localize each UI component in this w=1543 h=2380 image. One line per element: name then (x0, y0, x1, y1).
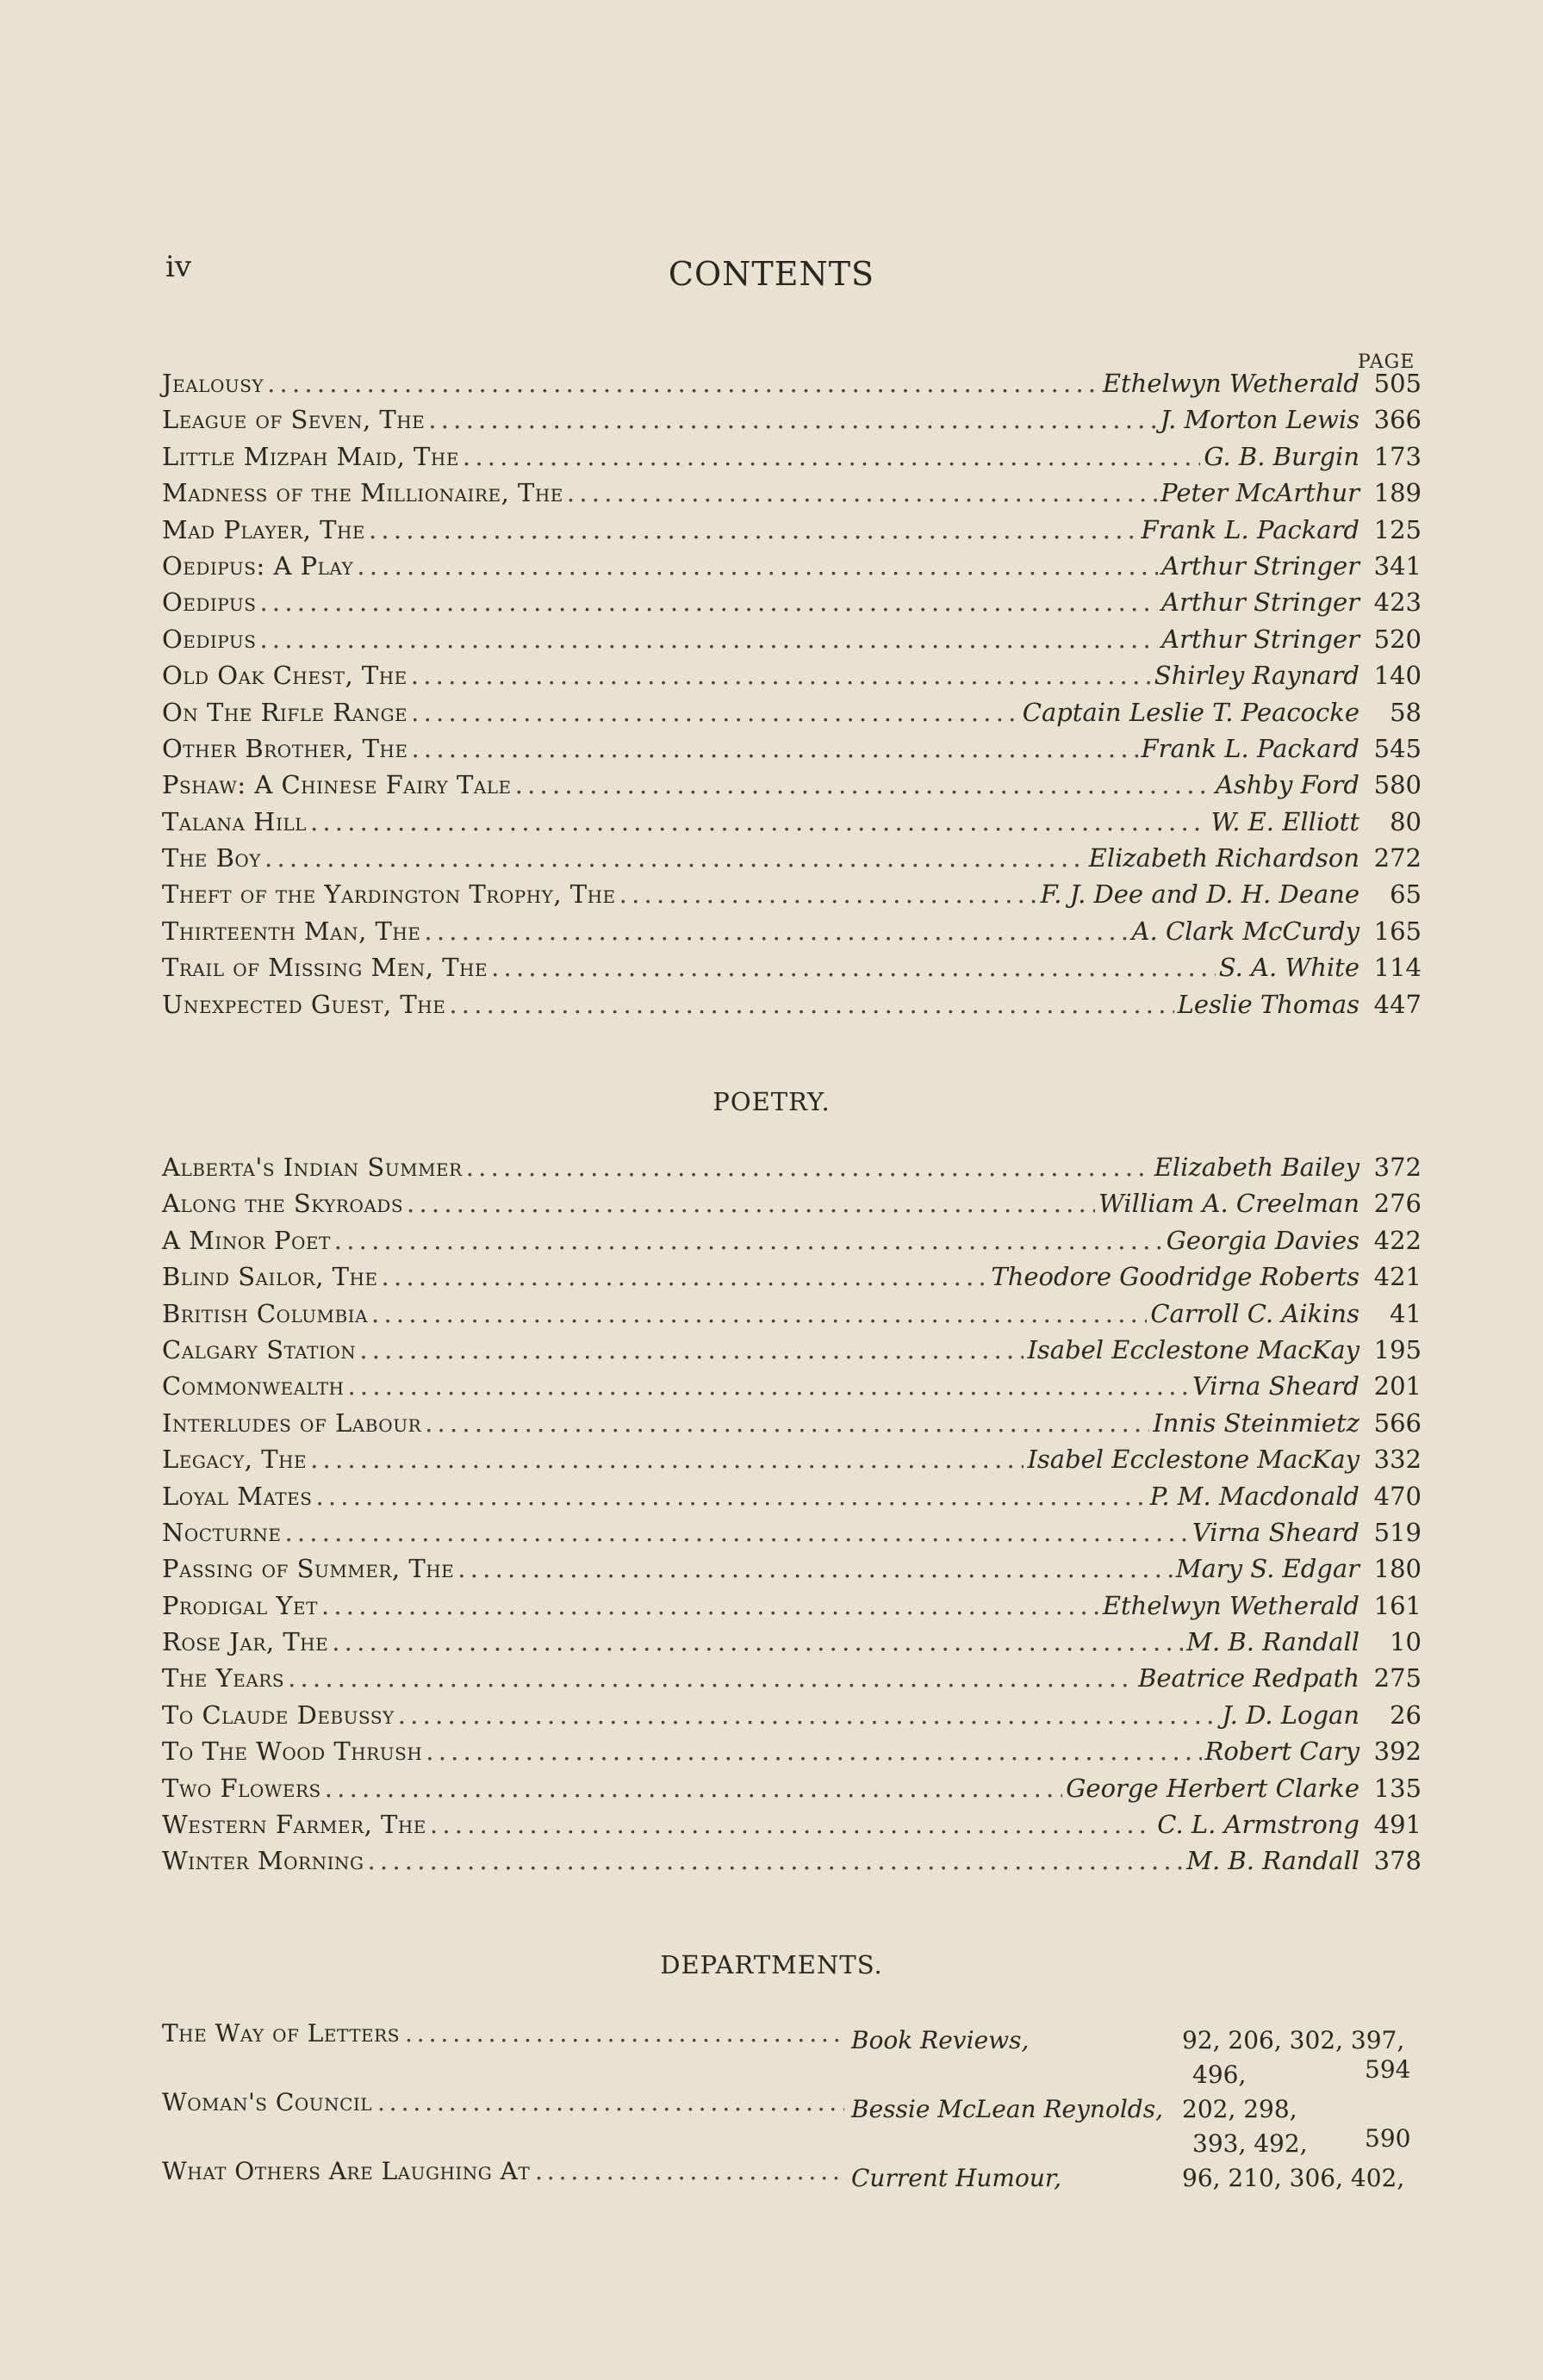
toc-entry (162, 365, 1422, 401)
entry-page: 378 (1373, 1846, 1422, 1876)
entry-title: Theft of the Yardington Trophy, The (162, 879, 616, 910)
entry-page: 173 (1373, 441, 1422, 471)
dot-leader (325, 1770, 1063, 1806)
entry-title: Little Mizpah Maid, The (162, 441, 459, 471)
entry-author: Ethelwyn Wetherald (1102, 1590, 1359, 1620)
poetry-heading: POETRY. (712, 1087, 831, 1116)
entry-title: Two Flowers (162, 1773, 321, 1803)
toc-entry (162, 475, 1422, 511)
dot-leader (491, 949, 1216, 985)
dot-leader (371, 1296, 1147, 1332)
dot-leader (449, 986, 1173, 1022)
department-section: Book Reviews, (851, 2026, 1030, 2054)
dot-leader (411, 694, 1019, 730)
entry-author: Ethelwyn Wetherald (1102, 369, 1359, 398)
entry-title: Western Farmer, The (162, 1810, 426, 1840)
toc-entry (162, 949, 1422, 985)
toc-entry (162, 1368, 1422, 1404)
dot-leader (310, 1441, 1023, 1477)
entry-page: 80 (1390, 806, 1422, 836)
toc-entry (162, 1770, 1422, 1806)
entry-author: A. Clark McCurdy (1131, 916, 1359, 946)
entry-author: Elizabeth Bailey (1154, 1153, 1359, 1182)
entry-page: 161 (1373, 1590, 1422, 1620)
department-title: What Others Are Laughing At (162, 2157, 531, 2185)
toc-entry (162, 548, 1422, 584)
page-title: CONTENTS (668, 255, 875, 293)
entry-page: 26 (1390, 1700, 1422, 1730)
entry-title: British Columbia (162, 1298, 369, 1328)
entry-author: S. A. White (1218, 953, 1359, 983)
entry-page: 114 (1373, 953, 1422, 983)
toc-entry (162, 913, 1422, 949)
entry-page: 332 (1373, 1445, 1422, 1475)
entry-page: 65 (1390, 879, 1422, 910)
entry-page: 392 (1373, 1737, 1422, 1767)
toc-entry (162, 1806, 1422, 1842)
entry-page: 519 (1373, 1517, 1422, 1547)
entry-page: 272 (1373, 843, 1422, 873)
entry-page: 275 (1373, 1663, 1422, 1693)
entry-author: Innis Steinmietz (1153, 1407, 1359, 1438)
entry-author: William A. Creelman (1098, 1189, 1359, 1219)
dot-leader (405, 2019, 844, 2048)
entry-page: 372 (1373, 1153, 1422, 1182)
entry-title: Trail of Missing Men, The (162, 953, 488, 983)
toc-entry (162, 1842, 1422, 1879)
entry-page: 58 (1390, 697, 1422, 727)
entry-author: P. M. Macdonald (1149, 1481, 1359, 1511)
dot-leader (411, 657, 1151, 693)
entry-page: 341 (1373, 550, 1422, 581)
entry-title: Commonwealth (162, 1371, 345, 1401)
toc-entry (162, 876, 1422, 912)
dot-leader (463, 438, 1200, 475)
entry-title: Talana Hill (162, 806, 307, 836)
toc-entry (162, 804, 1422, 840)
entry-title: On The Rifle Range (162, 697, 408, 727)
dot-leader (428, 401, 1156, 438)
toc-entry (162, 1185, 1422, 1221)
toc-entry (162, 767, 1422, 803)
entry-author: Frank L. Packard (1141, 733, 1359, 763)
department-title: The Way of Letters (162, 2019, 400, 2048)
toc-entry (162, 438, 1422, 475)
entry-page: 491 (1373, 1810, 1422, 1840)
departments-heading: DEPARTMENTS. (660, 1950, 883, 1979)
entry-author: M. B. Randall (1186, 1846, 1359, 1876)
entry-page: 366 (1373, 405, 1422, 435)
dot-leader (515, 767, 1212, 803)
toc-entry (162, 1478, 1422, 1514)
entry-author: Theodore Goodridge Roberts (991, 1262, 1359, 1292)
dot-leader (284, 1514, 1188, 1550)
entry-page: 10 (1390, 1627, 1422, 1657)
department-entry (162, 2019, 1422, 2088)
entry-title: Prodigal Yet (162, 1590, 318, 1620)
dot-leader (425, 1405, 1149, 1441)
page-folio: iv (165, 250, 192, 284)
entry-page: 195 (1373, 1334, 1422, 1364)
entry-page: 421 (1373, 1262, 1422, 1292)
entry-author: Mary S. Edgar (1175, 1554, 1359, 1584)
entry-author: Georgia Davies (1166, 1225, 1359, 1255)
dot-leader (259, 584, 1158, 620)
entry-page: 41 (1390, 1298, 1422, 1328)
dot-leader (426, 1733, 1201, 1769)
entry-author: Shirley Raynard (1154, 661, 1359, 691)
dot-leader (259, 621, 1158, 657)
dot-leader (382, 1258, 988, 1295)
entry-author: Robert Cary (1204, 1737, 1359, 1767)
entry-title: Madness of the Millionaire, The (162, 478, 563, 508)
entry-title: Oedipus (162, 587, 257, 618)
department-entry (162, 2088, 1422, 2157)
entry-author: George Herbert Clarke (1066, 1773, 1359, 1803)
entry-title: League of Seven, The (162, 405, 426, 435)
entry-title: Calgary Station (162, 1334, 357, 1364)
entry-title: Pshaw: A Chinese Fairy Tale (162, 770, 512, 800)
entry-page: 566 (1373, 1407, 1422, 1438)
toc-entry (162, 1258, 1422, 1295)
entry-page: 470 (1373, 1481, 1422, 1511)
entry-title: Rose Jar, The (162, 1627, 329, 1657)
entry-title: Oedipus (162, 624, 257, 654)
department-entry (162, 2157, 1422, 2226)
department-section: Current Humour, (851, 2164, 1062, 2192)
department-pages-continued: 393, 492, (1192, 2129, 1308, 2158)
entry-title: Other Brother, The (162, 733, 408, 763)
department-pages: 202, 298, (1182, 2095, 1297, 2123)
toc-entry (162, 1441, 1422, 1477)
department-pages: 92, 206, 302, 397, (1182, 2026, 1405, 2054)
toc-entry (162, 1550, 1422, 1587)
entry-page: 580 (1373, 770, 1422, 800)
dot-leader (310, 804, 1208, 840)
entry-author: Leslie Thomas (1177, 989, 1359, 1019)
department-pages-continued: 496, (1192, 2060, 1247, 2089)
toc-entry (162, 730, 1422, 767)
entry-author: Ashby Ford (1215, 770, 1359, 800)
department-section: Bessie McLean Reynolds, (851, 2095, 1163, 2123)
prose-contents-list (162, 365, 1422, 1022)
entry-page: 135 (1373, 1773, 1422, 1803)
department-pages: 96, 210, 306, 402, (1182, 2164, 1405, 2192)
dot-leader (334, 1222, 1163, 1258)
toc-entry (162, 512, 1422, 548)
dot-leader (457, 1550, 1173, 1587)
dot-leader (367, 1842, 1183, 1879)
toc-entry (162, 1624, 1422, 1660)
entry-title: Jealousy (162, 369, 264, 398)
dot-leader (411, 730, 1137, 767)
entry-page: 422 (1373, 1225, 1422, 1255)
entry-author: Virna Sheard (1191, 1517, 1359, 1547)
department-title: Woman's Council (162, 2088, 373, 2116)
entry-author: Peter McArthur (1160, 478, 1359, 508)
toc-entry (162, 1697, 1422, 1733)
entry-page: 165 (1373, 916, 1422, 946)
entry-page: 545 (1373, 733, 1422, 763)
entry-page: 189 (1373, 478, 1422, 508)
entry-title: Winter Morning (162, 1846, 364, 1876)
toc-entry (162, 657, 1422, 693)
toc-entry (162, 1222, 1422, 1258)
poetry-contents-list (162, 1149, 1422, 1880)
entry-author: J. Morton Lewis (1160, 405, 1359, 435)
entry-author: Arthur Stringer (1161, 624, 1359, 654)
dot-leader (424, 913, 1128, 949)
toc-entry (162, 584, 1422, 620)
toc-entry (162, 694, 1422, 730)
department-page: 594 (1365, 2055, 1411, 2084)
entry-title: Legacy, The (162, 1445, 308, 1475)
toc-entry (162, 1733, 1422, 1769)
entry-title: Oedipus: A Play (162, 550, 354, 581)
entry-title: Mad Player, The (162, 514, 365, 544)
entry-title: Passing of Summer, The (162, 1554, 455, 1584)
dot-leader (357, 548, 1158, 584)
entry-author: Isabel Ecclestone MacKay (1027, 1334, 1359, 1364)
entry-author: F. J. Dee and D. H. Deane (1040, 879, 1359, 910)
entry-author: Arthur Stringer (1161, 587, 1359, 618)
entry-author: M. B. Randall (1186, 1627, 1359, 1657)
dot-leader (398, 1697, 1219, 1733)
toc-entry (162, 401, 1422, 438)
entry-title: The Years (162, 1663, 285, 1693)
dot-leader (369, 512, 1138, 548)
entry-title: Old Oak Chest, The (162, 661, 408, 691)
entry-author: Virna Sheard (1191, 1371, 1359, 1401)
entry-title: A Minor Poet (162, 1225, 331, 1255)
dot-leader (535, 2157, 844, 2185)
entry-author: W. E. Elliott (1210, 806, 1359, 836)
entry-title: Along the Skyroads (162, 1189, 404, 1219)
toc-entry (162, 1660, 1422, 1696)
page-column-label: PAGE (1358, 351, 1415, 373)
entry-author: Frank L. Packard (1141, 514, 1359, 544)
entry-page: 201 (1373, 1371, 1422, 1401)
dot-leader (377, 2088, 844, 2116)
dot-leader (288, 1660, 1135, 1696)
entry-title: Blind Sailor, The (162, 1262, 378, 1292)
dot-leader (359, 1332, 1023, 1368)
entry-page: 180 (1373, 1554, 1422, 1584)
entry-title: To The Wood Thrush (162, 1737, 423, 1767)
entry-author: G. B. Burgin (1204, 441, 1359, 471)
dot-leader (567, 475, 1157, 511)
toc-entry (162, 1149, 1422, 1185)
entry-title: Thirteenth Man, The (162, 916, 421, 946)
dot-leader (619, 876, 1037, 912)
entry-author: Arthur Stringer (1161, 550, 1359, 581)
dot-leader (466, 1149, 1151, 1185)
entry-page: 140 (1373, 661, 1422, 691)
entry-page: 447 (1373, 989, 1422, 1019)
toc-entry (162, 986, 1422, 1022)
entry-author: Isabel Ecclestone MacKay (1027, 1445, 1359, 1475)
entry-title: Interludes of Labour (162, 1407, 422, 1438)
dot-leader (332, 1624, 1183, 1660)
entry-title: Alberta's Indian Summer (162, 1153, 463, 1182)
toc-entry (162, 621, 1422, 657)
toc-entry (162, 840, 1422, 876)
department-page: 590 (1365, 2124, 1411, 2153)
entry-title: Loyal Mates (162, 1481, 313, 1511)
dot-leader (430, 1806, 1154, 1842)
entry-page: 423 (1373, 587, 1422, 618)
entry-title: Unexpected Guest, The (162, 989, 446, 1019)
dot-leader (264, 840, 1086, 876)
toc-entry (162, 1514, 1422, 1550)
toc-entry (162, 1588, 1422, 1624)
dot-leader (407, 1185, 1095, 1221)
dot-leader (321, 1588, 1099, 1624)
entry-author: Carroll C. Aikins (1150, 1298, 1359, 1328)
dot-leader (315, 1478, 1146, 1514)
entry-title: The Boy (162, 843, 262, 873)
dot-leader (347, 1368, 1188, 1404)
entry-author: Beatrice Redpath (1138, 1663, 1359, 1693)
entry-author: J. D. Logan (1222, 1700, 1359, 1730)
entry-page: 505 (1373, 369, 1422, 398)
toc-entry (162, 1332, 1422, 1368)
entry-page: 276 (1373, 1189, 1422, 1219)
entry-page: 125 (1373, 514, 1422, 544)
entry-title: To Claude Debussy (162, 1700, 395, 1730)
entry-author: Captain Leslie T. Peacocke (1022, 697, 1359, 727)
departments-list (162, 2019, 1422, 2226)
toc-entry (162, 1405, 1422, 1441)
entry-author: Elizabeth Richardson (1088, 843, 1359, 873)
entry-page: 520 (1373, 624, 1422, 654)
entry-title: Nocturne (162, 1517, 282, 1547)
entry-author: C. L. Armstrong (1157, 1810, 1359, 1840)
dot-leader (267, 365, 1099, 401)
toc-entry (162, 1296, 1422, 1332)
